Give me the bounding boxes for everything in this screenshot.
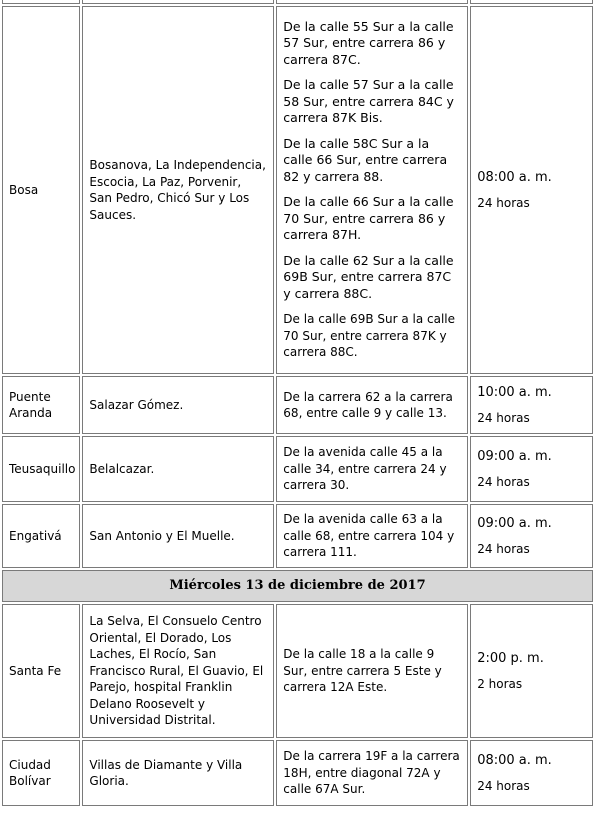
date-header-row <box>2 570 593 602</box>
neighborhoods-cell: Salazar Gómez. <box>82 376 274 434</box>
sector-segment: De la calle 69B Sur a la calle 70 Sur, entre carrera 87K y carrera 88C. <box>283 312 456 359</box>
sector-cell <box>276 6 468 374</box>
duration: 24 horas <box>477 778 530 793</box>
schedule-cell <box>470 504 593 568</box>
sector-segment: De la calle 57 Sur a la calle 58 Sur, entre carrera 84C y carrera 87K Bis. <box>283 77 454 125</box>
start-time: 09:00 a. m. <box>477 515 552 531</box>
table-row <box>2 604 593 738</box>
date-header: Miércoles 13 de diciembre de 2017 <box>2 570 593 602</box>
table-row <box>2 740 593 806</box>
sector-segment: De la calle 55 Sur a la calle 57 Sur, entre carrera 86 y carrera 87C. <box>283 18 454 67</box>
schedule-cell <box>470 604 593 738</box>
start-time: 08:00 a. m. <box>477 752 552 768</box>
locality-cell: Puente Aranda <box>2 376 80 434</box>
table-row <box>2 376 593 434</box>
sector-cell: De la calle 18 a la calle 9 Sur, entre carrera 5 Este y carrera 12A Este. <box>276 604 468 738</box>
sector-cell: De la avenida calle 45 a la calle 34, entre carrera 24 y carrera 30. <box>276 436 468 502</box>
table-row <box>2 504 593 568</box>
sector-cell: De la carrera 62 a la carrera 68, entre calle 9 y calle 13. <box>276 376 468 434</box>
start-time: 08:00 a. m. <box>477 169 552 185</box>
sector-cell: De la carrera 19F a la carrera 18H, entre diagonal 72A y calle 67A Sur. <box>276 740 468 806</box>
duration: 2 horas <box>477 676 523 691</box>
start-time: 09:00 a. m. <box>477 448 552 464</box>
neighborhoods-cell: Bosanova, La Independencia, Escocia, La Paz, Porvenir, San Pedro, Chicó Sur y Los Sauces. <box>82 6 274 374</box>
locality-cell: Teusaquillo <box>2 436 80 502</box>
table-row <box>2 6 593 374</box>
neighborhoods-cell: San Antonio y El Muelle. <box>82 504 274 568</box>
duration: 24 horas <box>477 195 530 210</box>
duration: 24 horas <box>477 474 530 489</box>
neighborhoods-cell: La Selva, El Consuelo Centro Oriental, El Dorado, Los Laches, El Rocío, San Francisco Rural, El Guavio, El Parejo, hospital Franklin Delano Roosevelt y Universidad Distrital. <box>82 604 274 738</box>
sector-cell: De la avenida calle 63 a la calle 68, entre carrera 104 y carrera 111. <box>276 504 468 568</box>
schedule-cell <box>470 376 593 434</box>
start-time: 10:00 a. m. <box>477 384 552 400</box>
locality-cell: Engativá <box>2 504 80 568</box>
duration: 24 horas <box>477 410 530 425</box>
locality-cell: Bosa <box>2 6 80 374</box>
start-time: 2:00 p. m. <box>477 650 544 666</box>
schedule-cell <box>470 436 593 502</box>
schedule-cell <box>470 740 593 806</box>
schedule-cell <box>470 6 593 374</box>
neighborhoods-cell: Villas de Diamante y Villa Gloria. <box>82 740 274 806</box>
table-row-top-cut <box>2 0 593 4</box>
sector-segment: De la calle 62 Sur a la calle 69B Sur, entre carrera 87C y carrera 88C. <box>283 252 454 301</box>
locality-cell: Santa Fe <box>2 604 80 738</box>
locality-cell: Ciudad Bolívar <box>2 740 80 806</box>
duration: 24 horas <box>477 541 530 556</box>
sector-segment: De la calle 66 Sur a la calle 70 Sur, entre carrera 86 y carrera 87H. <box>283 194 454 242</box>
neighborhoods-cell: Belalcazar. <box>82 436 274 502</box>
sector-segment: De la calle 58C Sur a la calle 66 Sur, entre carrera 82 y carrera 88. <box>283 135 448 184</box>
table-row <box>2 436 593 502</box>
